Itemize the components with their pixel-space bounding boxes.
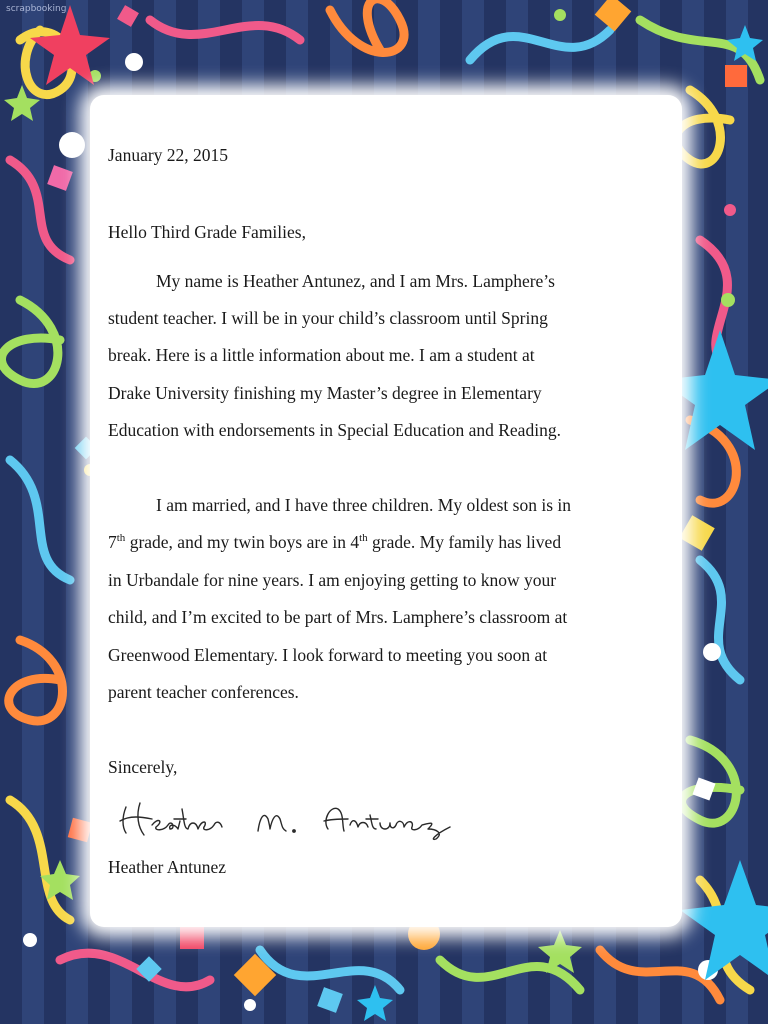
letter-greeting: Hello Third Grade Families, (108, 222, 306, 242)
paragraph2-line: I am married, and I have three children. My oldest son is in (156, 495, 572, 515)
handwritten-signature (118, 795, 468, 845)
ordinal-suffix: th (116, 532, 126, 544)
letter-closing: Sincerely, (108, 757, 178, 777)
paragraph1-line: Drake University finishing my Master’s degree in Elementary (108, 383, 542, 403)
paragraph1-line: My name is Heather Antunez, and I am Mrs. Lamphere’s (156, 271, 555, 291)
paragraph2-line: Greenwood Elementary. I look forward to meeting you soon at (108, 645, 548, 665)
paragraph2-line (108, 532, 561, 553)
ordinal-suffix: th (359, 532, 368, 544)
paragraph1-line: Education with endorsements in Special Education and Reading. (108, 420, 561, 440)
watermark-label: scrapbooking (6, 4, 67, 14)
paragraph1-line: break. Here is a little information about me. I am a student at (108, 345, 535, 365)
paragraph2-line: child, and I’m excited to be part of Mrs. Lamphere’s classroom at (108, 607, 568, 627)
letter-signer-name: Heather Antunez (108, 857, 227, 877)
letter-date: January 22, 2015 (108, 145, 229, 165)
grade-number: 7 (108, 532, 117, 552)
paragraph2-line: parent teacher conferences. (108, 682, 299, 702)
paragraph1-line: student teacher. I will be in your child’s classroom until Spring (108, 308, 548, 328)
paragraph2-text: grade. My family has lived (367, 532, 562, 552)
paragraph2-text: grade, and my twin boys are in 4 (125, 532, 360, 552)
paragraph2-line: in Urbandale for nine years. I am enjoying getting to know your (108, 570, 557, 590)
